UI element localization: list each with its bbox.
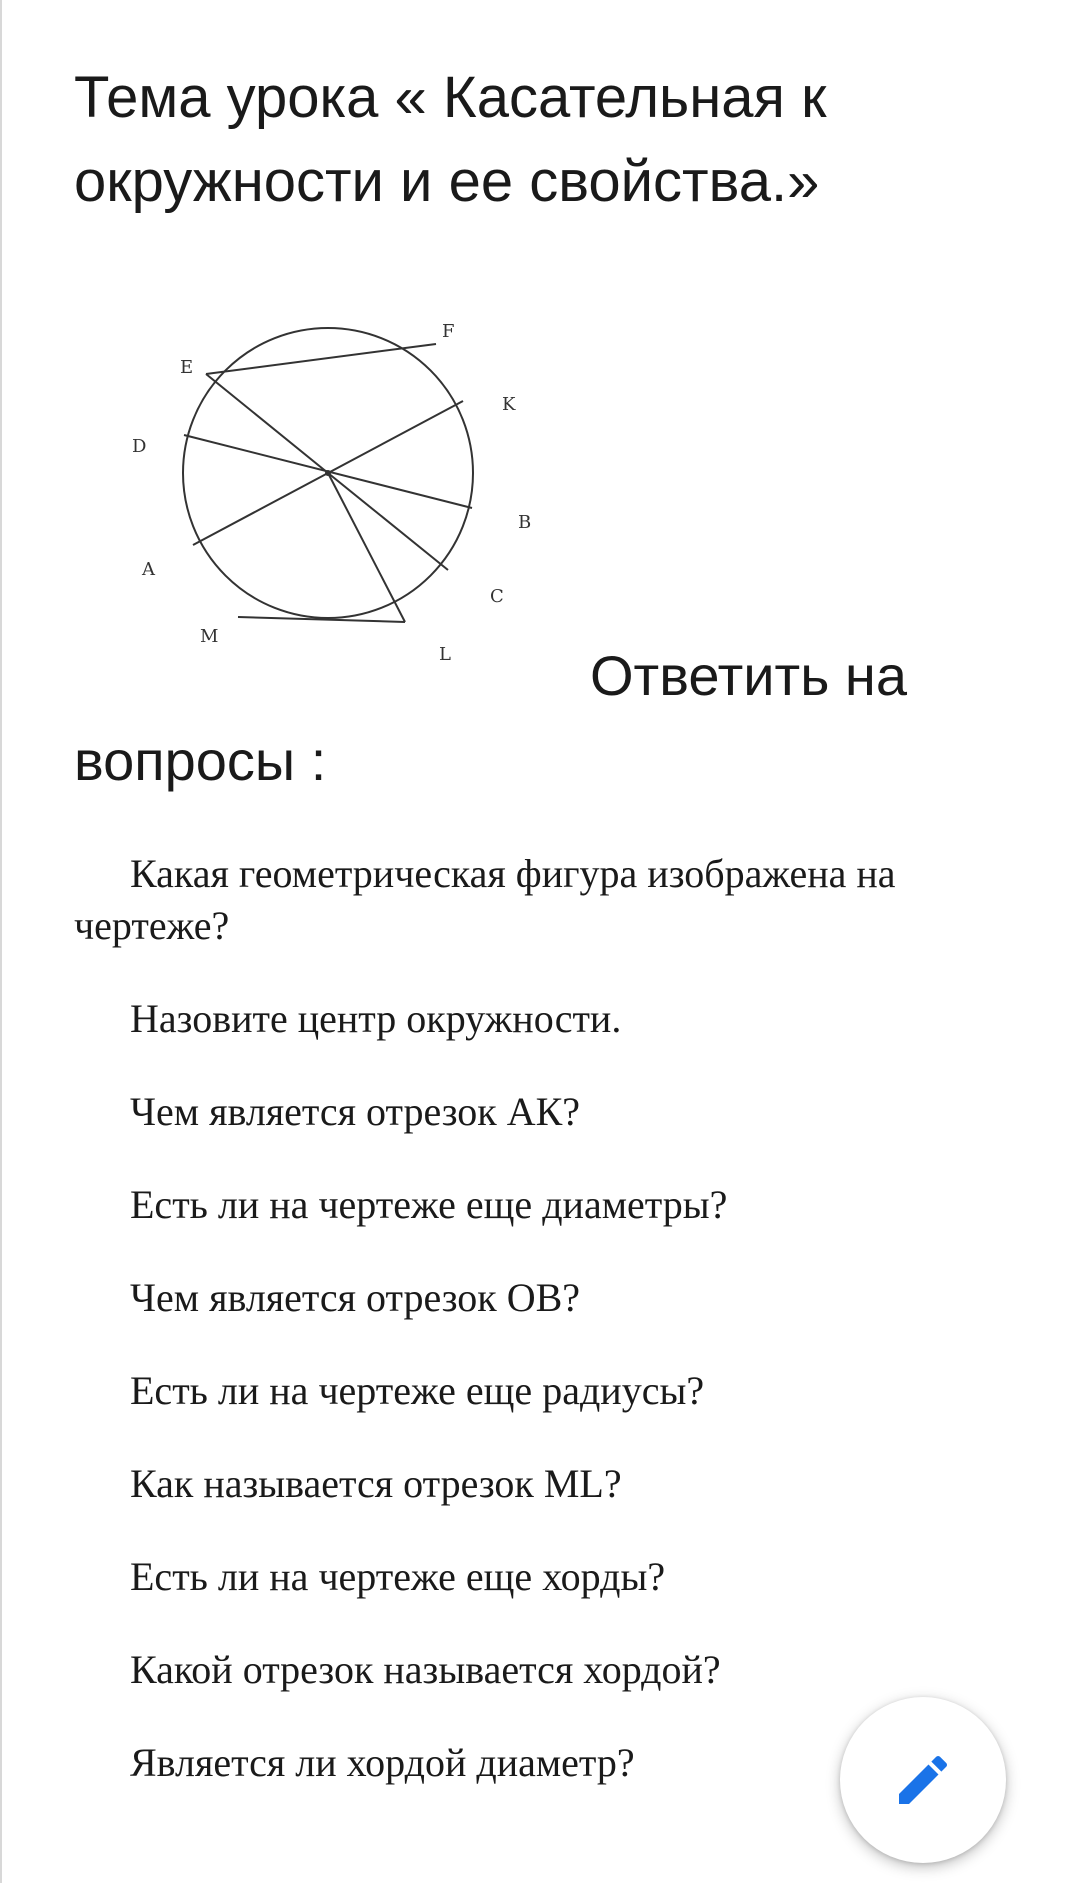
label-l: L [439, 644, 451, 665]
answer-heading-part2: вопросы : [74, 729, 327, 792]
question-item: Является ли хордой диаметр? [130, 1740, 635, 1785]
question-item: Есть ли на чертеже еще радиусы? [130, 1368, 705, 1413]
radius-ol [328, 473, 405, 622]
circle-diagram [118, 300, 558, 680]
question-item: Чем является отрезок АК? [130, 1089, 581, 1134]
question-item: Какой отрезок называется хордой? [130, 1647, 721, 1692]
question-item: Назовите центр окружности. [130, 996, 622, 1041]
question-item: Есть ли на чертеже еще диаметры? [130, 1182, 728, 1227]
label-b: B [518, 512, 532, 533]
lesson-title: Тема урока « Касательная к окружности и ее свойства.» [74, 65, 827, 214]
radius-oe [206, 374, 328, 473]
label-f: F [442, 321, 455, 342]
question-item: Есть ли на чертеже еще хорды? [130, 1554, 666, 1599]
edit-fab-button[interactable] [840, 1697, 1006, 1863]
question-item: Как называется отрезок ML? [130, 1461, 622, 1506]
label-a: A [142, 559, 155, 580]
label-d: D [132, 436, 147, 457]
label-k: K [502, 394, 516, 415]
center-point [325, 470, 331, 476]
answer-heading-part1: Ответить на [590, 644, 907, 707]
questions-list [74, 848, 1014, 1830]
question-item: Какая геометрическая фигура изображена на чертеже? [74, 851, 896, 948]
label-m: M [200, 626, 219, 647]
label-c: C [490, 586, 504, 607]
chord-ef [206, 344, 436, 374]
label-e: E [180, 357, 194, 378]
pencil-icon [891, 1748, 955, 1812]
circle-figure [118, 300, 558, 680]
question-item: Чем является отрезок ОВ? [130, 1275, 581, 1320]
